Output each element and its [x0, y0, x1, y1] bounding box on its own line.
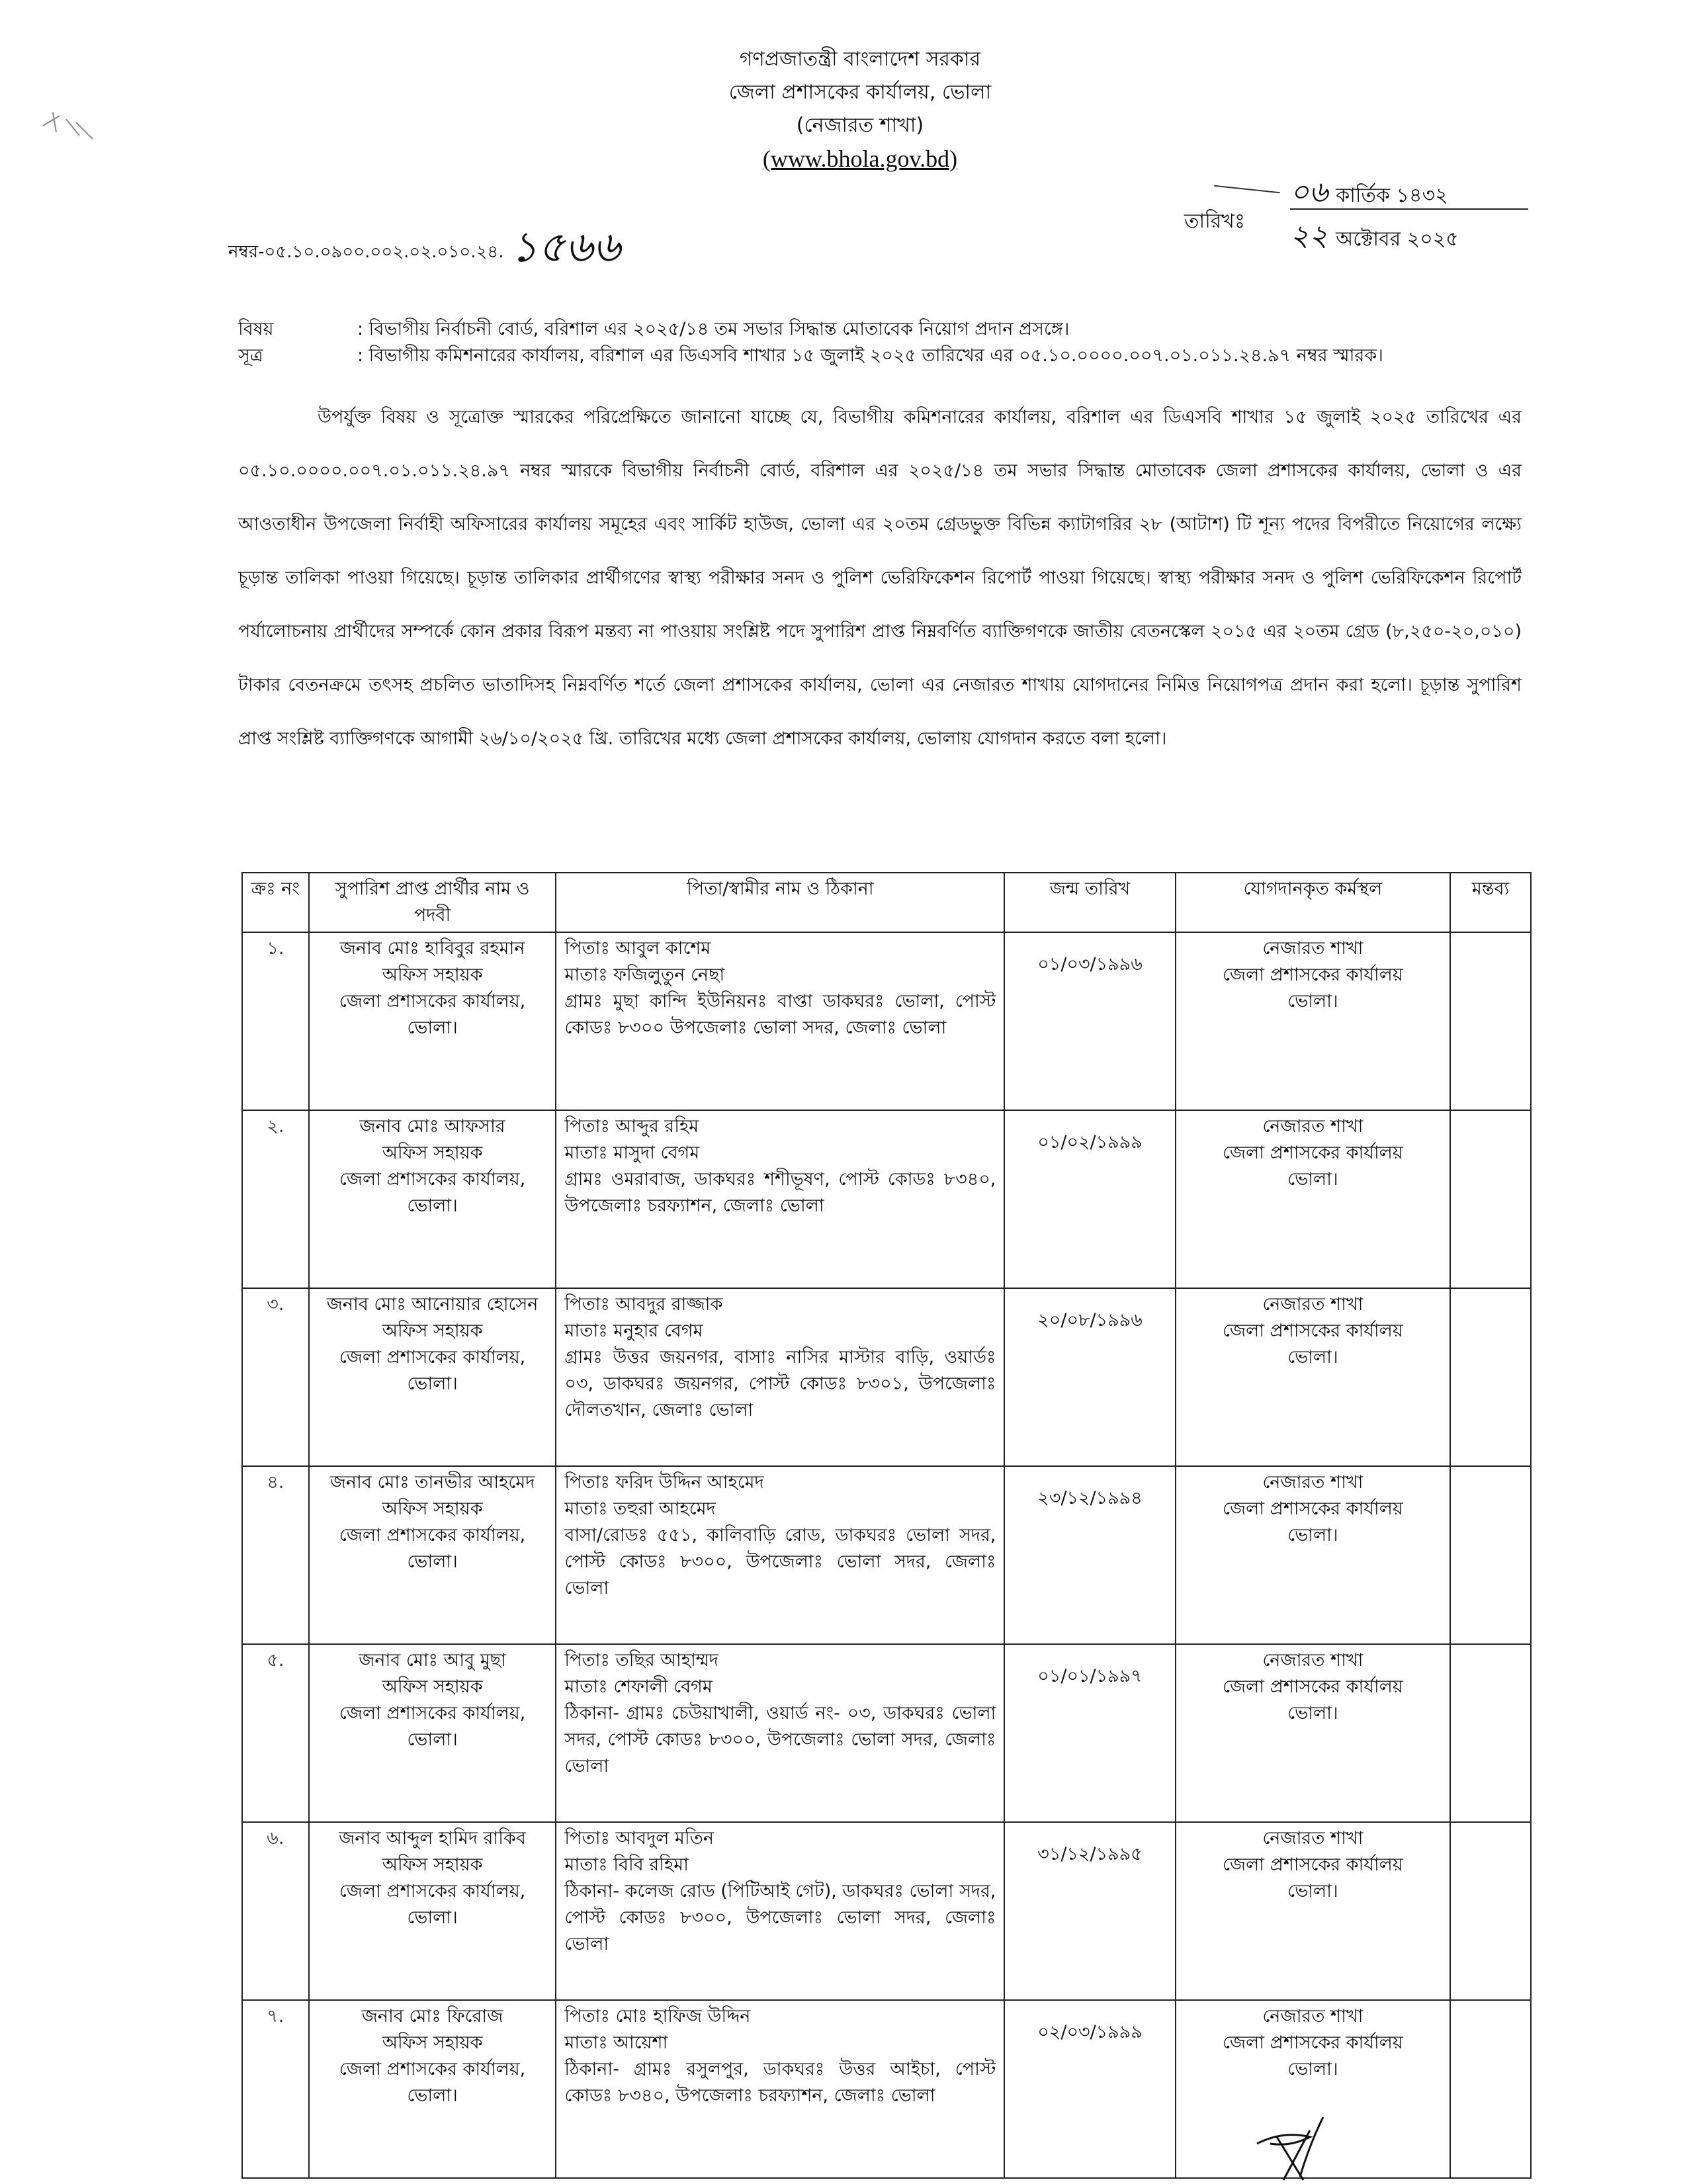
cell-dob: ০১/০২/১৯৯৯ — [1004, 1110, 1175, 1288]
table-header-row — [242, 873, 1531, 932]
date-label: তারিখঃ — [1184, 210, 1245, 233]
body-paragraph: উপর্যুক্ত বিষয় ও সূত্রোক্ত স্মারকের পরিপ্রেক্ষিতে জানানো যাচ্ছে যে, বিভাগীয় কমিশনারের কার্যালয়, বরিশাল এর ডিএসবি শাখার ১৫ জুলাই ২০২৫ তারিখের এর ০৫.১০.০০০০.০০৭.০১.০১১.২৪.৯৭ নম্বর স্মারকে বিভাগীয় নির্বাচনী বোর্ড, বরিশাল এর ২০২৫/১৪ তম সভার সিদ্ধান্ত মোতাবেক জেলা প্রশাসকের কার্যালয়, ভোলা ও এর আওতাধীন উপজেলা নির্বাহী অফিসারের কার্যালয় সমূহের এবং সার্কিট হাউজ, ভোলা এর ২০তম গ্রেডভুক্ত বিভিন্ন ক্যাটাগরির ২৮ (আটাশ) টি শূন্য পদের বিপরীতে নিয়োগের লক্ষ্যে চূড়ান্ত তালিকা পাওয়া গিয়েছে। চূড়ান্ত তালিকার প্রার্থীগণের স্বাস্থ্য পরীক্ষার সনদ ও পুলিশ ভেরিফিকেশন রিপোর্ট পাওয়া গিয়েছে। স্বাস্থ্য পরীক্ষার সনদ ও পুলিশ ভেরিফিকেশন রিপোর্ট পর্যালোচনায় প্রার্থীদের সম্পর্কে কোন প্রকার বিরূপ মন্তব্য না পাওয়ায় সংশ্লিষ্ট পদে সুপারিশ প্রাপ্ত নিম্নবর্ণিত ব্যাক্তিগণকে জাতীয় বেতনস্কেল ২০১৫ এর ২০তম গ্রেড (৮,২৫০-২০,০১০) টাকার বেতনক্রমে তৎসহ প্রচলিত ভাতাদিসহ নিম্নবর্ণিত শর্তে জেলা প্রশাসকের কার্যালয়, ভোলা এর নেজারত শাখায় যোগদানের নিমিত্ত নিয়োগপত্র প্রদান করা হলো। চূড়ান্ত সুপারিশ প্রাপ্ত সংশ্লিষ্ট ব্যাক্তিগণকে আগামী ২৬/১০/২০২৫ খ্রি. তারিখের মধ্যে জেলা প্রশাসকের কার্যালয়, ভোলায় যোগদান করতে বলা হলো। — [238, 407, 1522, 749]
table-row — [242, 1466, 1531, 1644]
appointee-designation: অফিস সহায়ক — [382, 1143, 483, 1163]
appointee-office: জেলা প্রশাসকের কার্যালয়, — [339, 1347, 526, 1368]
subject-row — [238, 316, 1528, 343]
cell-parents-address — [556, 1288, 1004, 1466]
reference-label: সূত্র — [238, 345, 263, 366]
appointee-table — [241, 872, 1532, 2179]
workplace-branch: নেজারত শাখা — [1262, 1828, 1363, 1849]
appointee-name: জনাব মোঃ হাবিবুর রহমান — [339, 938, 525, 959]
cell-serial: ৬. — [242, 1822, 309, 2000]
date-bangla — [1290, 170, 1448, 218]
mother-name: মাতাঃ বিবি রহিমা — [564, 1855, 689, 1875]
appointee-name: জনাব মোঃ আনোয়ার হোসেন — [326, 1294, 539, 1315]
date-english-month-year: অক্টোবর ২০২৫ — [1336, 228, 1459, 251]
appointee-designation: অফিস সহায়ক — [382, 1855, 483, 1875]
appointee-name: জনাব মোঃ তানভীর আহমেদ — [329, 1472, 535, 1493]
workplace-branch: নেজারত শাখা — [1262, 938, 1363, 959]
cell-parents-address — [556, 1644, 1004, 1822]
workplace-office: জেলা প্রশাসকের কার্যালয় — [1223, 2032, 1403, 2053]
father-name: পিতাঃ ফরিদ উদ্দিন আহমেদ — [564, 1472, 764, 1493]
workplace-office: জেলা প্রশাসকের কার্যালয় — [1223, 1677, 1403, 1697]
workplace-branch: নেজারত শাখা — [1262, 1294, 1363, 1315]
letterhead — [662, 43, 1059, 175]
appointee-office: জেলা প্রশাসকের কার্যালয়, — [339, 1881, 526, 1901]
memo-number — [228, 215, 621, 286]
cell-remarks — [1450, 1288, 1531, 1466]
cell-parents-address — [556, 1110, 1004, 1288]
workplace-office: জেলা প্রশাসকের কার্যালয় — [1223, 965, 1403, 985]
appointee-designation: অফিস সহায়ক — [382, 1499, 483, 1519]
header-workplace: যোগদানকৃত কর্মস্থল — [1176, 873, 1451, 932]
appointee-office: জেলা প্রশাসকের কার্যালয়, — [339, 1169, 526, 1190]
appointee-name: জনাব আব্দুল হামিদ রাকিব — [339, 1828, 526, 1849]
cell-serial: ৫. — [242, 1644, 309, 1822]
appointee-name: জনাব মোঃ আবু মুছা — [359, 1650, 506, 1671]
cell-dob: ০১/০১/১৯৯৭ — [1004, 1644, 1175, 1822]
workplace-office: জেলা প্রশাসকের কার্যালয় — [1223, 1321, 1403, 1341]
header-name: সুপারিশ প্রাপ্ত প্রার্থীর নাম ও পদবী — [309, 873, 556, 932]
table-body — [242, 932, 1531, 2178]
appointee-office: জেলা প্রশাসকের কার্যালয়, — [339, 1525, 526, 1546]
mother-name: মাতাঃ আয়েশা — [564, 2032, 668, 2053]
cell-parents-address — [556, 1466, 1004, 1644]
father-name: পিতাঃ আব্দুর রহিম — [564, 1116, 699, 1137]
date-block — [1184, 169, 1528, 268]
address: ঠিকানা- গ্রামঃ রসুলপুর, ডাকঘরঃ উত্তর আইচা, পোস্ট কোডঃ ৮৩৪০, উপজেলাঃ চরফ্যাশন, জেলাঃ ভোলা — [564, 2059, 996, 2106]
address: ঠিকানা- কলেজ রোড (পিটিআই গেট), ডাকঘরঃ ভোলা সদর, পোস্ট কোডঃ ৮৩০০, উপজেলাঃ ভোলা সদর, জেলাঃ ভোলা — [564, 1881, 996, 1954]
workplace-office: জেলা প্রশাসকের কার্যালয় — [1223, 1855, 1403, 1875]
address: বাসা/রোডঃ ৫৫১, কালিবাড়ি রোড, ডাকঘরঃ ভোলা সদর, পোস্ট কোডঃ ৮৩০০, উপজেলাঃ ভোলা সদর, জেলাঃ ভোলা — [564, 1525, 996, 1598]
office-name: জেলা প্রশাসকের কার্যালয়, ভোলা — [728, 81, 992, 104]
address: ঠিকানা- গ্রামঃ চেউয়াখালী, ওয়ার্ড নং- ০৩, ডাকঘরঃ ভোলা সদর, পোস্ট কোডঃ ৮৩০০, উপজেলাঃ ভোলা সদর, জেলাঃ ভোলা — [564, 1703, 996, 1776]
workplace-city: ভোলা। — [1287, 2059, 1338, 2079]
workplace-city: ভোলা। — [1287, 1881, 1338, 1901]
cell-remarks — [1450, 1466, 1531, 1644]
table-row — [242, 932, 1531, 1110]
cell-name — [309, 1644, 556, 1822]
mother-name: মাতাঃ শেফালী বেগম — [564, 1677, 713, 1697]
date-english-day: ২২ — [1290, 219, 1328, 253]
workplace-branch: নেজারত শাখা — [1262, 1472, 1363, 1493]
table-row — [242, 1288, 1531, 1466]
mother-name: মাতাঃ তহুরা আহমেদ — [564, 1499, 716, 1519]
cell-workplace — [1176, 1466, 1451, 1644]
appointee-designation: অফিস সহায়ক — [382, 2032, 483, 2053]
cell-serial: ৪. — [242, 1466, 309, 1644]
cell-parents-address — [556, 932, 1004, 1110]
cell-workplace — [1176, 1110, 1451, 1288]
cell-name — [309, 1822, 556, 2000]
appointee-office-city: ভোলা। — [407, 1196, 458, 1216]
date-divider — [1290, 208, 1528, 210]
cell-remarks — [1450, 2000, 1531, 2178]
workplace-city: ভোলা। — [1287, 1169, 1338, 1190]
cell-workplace — [1176, 932, 1451, 1110]
header-remarks: মন্তব্য — [1450, 873, 1531, 932]
appointee-office-city: ভোলা। — [407, 1551, 458, 1572]
workplace-branch: নেজারত শাখা — [1262, 1116, 1363, 1137]
appointee-office: জেলা প্রশাসকের কার্যালয়, — [339, 1703, 526, 1724]
father-name: পিতাঃ তছির আহাম্মদ — [564, 1650, 719, 1671]
appointee-office-city: ভোলা। — [407, 1729, 458, 1750]
cell-remarks — [1450, 1822, 1531, 2000]
cell-dob: ০১/০৩/১৯৯৬ — [1004, 932, 1175, 1110]
cell-parents-address — [556, 2000, 1004, 2178]
workplace-office: জেলা প্রশাসকের কার্যালয় — [1223, 1143, 1403, 1163]
pencil-scribble-icon — [40, 99, 99, 146]
cell-workplace — [1176, 1644, 1451, 1822]
cell-remarks — [1450, 1110, 1531, 1288]
subject-text: : বিভাগীয় নির্বাচনী বোর্ড, বরিশাল এর ২০২৫/১৪ তম সভার সিদ্ধান্ত মোতাবেক নিয়োগ প্রদান প্রসঙ্গে। — [357, 319, 1070, 339]
father-name: পিতাঃ আবদুল মতিন — [564, 1828, 714, 1849]
table-row — [242, 1644, 1531, 1822]
workplace-city: ভোলা। — [1287, 991, 1338, 1012]
cell-name — [309, 1466, 556, 1644]
cell-name — [309, 1110, 556, 1288]
cell-dob: ২০/০৮/১৯৯৬ — [1004, 1288, 1175, 1466]
cell-serial: ১. — [242, 932, 309, 1110]
date-bangla-month-year: কার্তিক ১৪৩২ — [1336, 184, 1448, 207]
header-serial: ক্রঃ নং — [242, 873, 309, 932]
address: গ্রামঃ মুছা কান্দি ইউনিয়নঃ বাপ্তা ডাকঘরঃ ভোলা, পোস্ট কোডঃ ৮৩০০ উপজেলাঃ ভোলা সদর, জেলাঃ ভোলা — [564, 991, 996, 1038]
father-name: পিতাঃ আবুল কাশেম — [564, 938, 711, 959]
memo-number-prefix: নম্বর-০৫.১০.০৯০০.০০২.০২.০১০.২৪. — [228, 242, 504, 262]
cell-serial: ২. — [242, 1110, 309, 1288]
branch-name: (নেজারত শাখা) — [796, 114, 924, 137]
subject-block — [238, 316, 1528, 369]
mother-name: মাতাঃ মনুহার বেগম — [564, 1321, 703, 1341]
workplace-branch: নেজারত শাখা — [1262, 1650, 1363, 1671]
address: গ্রামঃ উত্তর জয়নগর, বাসাঃ নাসির মাস্টার বাড়ি, ওয়ার্ডঃ ০৩, ডাকঘরঃ জয়নগর, পোস্ট কোডঃ ৮৩০১, উপজেলাঃ দৌলতখান, জেলাঃ ভোলা — [564, 1347, 996, 1420]
appointee-office-city: ভোলা। — [407, 2085, 458, 2106]
cell-parents-address — [556, 1822, 1004, 2000]
workplace-office: জেলা প্রশাসকের কার্যালয় — [1223, 1499, 1403, 1519]
workplace-city: ভোলা। — [1287, 1347, 1338, 1368]
header-dob: জন্ম তারিখ — [1004, 873, 1175, 932]
cell-remarks — [1450, 1644, 1531, 1822]
memo-number-handwritten: ১৫৬৬ — [510, 223, 621, 272]
date-english — [1290, 214, 1459, 262]
table-row — [242, 1110, 1531, 1288]
cell-workplace — [1176, 1288, 1451, 1466]
reference-row — [238, 343, 1528, 369]
address: গ্রামঃ ওমরাবাজ, ডাকঘরঃ শশীভূষণ, পোস্ট কোডঃ ৮৩৪০, উপজেলাঃ চরফ্যাশন, জেলাঃ ভোলা — [564, 1169, 996, 1216]
workplace-city: ভোলা। — [1287, 1525, 1338, 1546]
header-parents-address: পিতা/স্বামীর নাম ও ঠিকানা — [556, 873, 1004, 932]
cell-serial: ৩. — [242, 1288, 309, 1466]
father-name: পিতাঃ মোঃ হাফিজ উদ্দিন — [564, 2006, 751, 2027]
cell-dob: ৩১/১২/১৯৯৫ — [1004, 1822, 1175, 2000]
appointee-designation: অফিস সহায়ক — [382, 1677, 483, 1697]
cell-workplace — [1176, 1822, 1451, 2000]
subject-label: বিষয় — [238, 319, 274, 339]
table-row — [242, 1822, 1531, 2000]
appointee-designation: অফিস সহায়ক — [382, 1321, 483, 1341]
signature-icon — [1244, 2117, 1363, 2183]
father-name: পিতাঃ আবদুর রাজ্জাক — [564, 1294, 723, 1315]
reference-text: : বিভাগীয় কমিশনারের কার্যালয়, বরিশাল এর ডিএসবি শাখার ১৫ জুলাই ২০২৫ তারিখের এর ০৫.১০.০০০০.০০৭.০১.০১১.২৪.৯৭ নম্বর স্মারক। — [357, 345, 1383, 366]
date-dash — [1214, 185, 1280, 193]
cell-remarks — [1450, 932, 1531, 1110]
appointee-office: জেলা প্রশাসকের কার্যালয়, — [339, 991, 526, 1012]
cell-name — [309, 2000, 556, 2178]
cell-dob: ০২/০৩/১৯৯৯ — [1004, 2000, 1175, 2178]
cell-name — [309, 1288, 556, 1466]
appointee-designation: অফিস সহায়ক — [382, 965, 483, 985]
date-bangla-day: ০৬ — [1290, 175, 1328, 209]
cell-dob: ২৩/১২/১৯৯৪ — [1004, 1466, 1175, 1644]
workplace-city: ভোলা। — [1287, 1703, 1338, 1724]
appointee-office-city: ভোলা। — [407, 1907, 458, 1928]
appointee-office: জেলা প্রশাসকের কার্যালয়, — [339, 2059, 526, 2079]
cell-serial: ৭. — [242, 2000, 309, 2178]
appointee-office-city: ভোলা। — [407, 1018, 458, 1038]
cell-name — [309, 932, 556, 1110]
workplace-branch: নেজারত শাখা — [1262, 2006, 1363, 2027]
government-name: গণপ্রজাতন্ত্রী বাংলাদেশ সরকার — [739, 48, 981, 71]
mother-name: মাতাঃ মাসুদা বেগম — [564, 1143, 700, 1163]
appointee-office-city: ভোলা। — [407, 1374, 458, 1394]
website-link[interactable]: (www.bhola.gov.bd) — [762, 146, 958, 172]
appointee-name: জনাব মোঃ আফসার — [359, 1116, 505, 1137]
appointee-name: জনাব মোঃ ফিরোজ — [361, 2006, 503, 2027]
mother-name: মাতাঃ ফজিলুতুন নেছা — [564, 965, 725, 985]
